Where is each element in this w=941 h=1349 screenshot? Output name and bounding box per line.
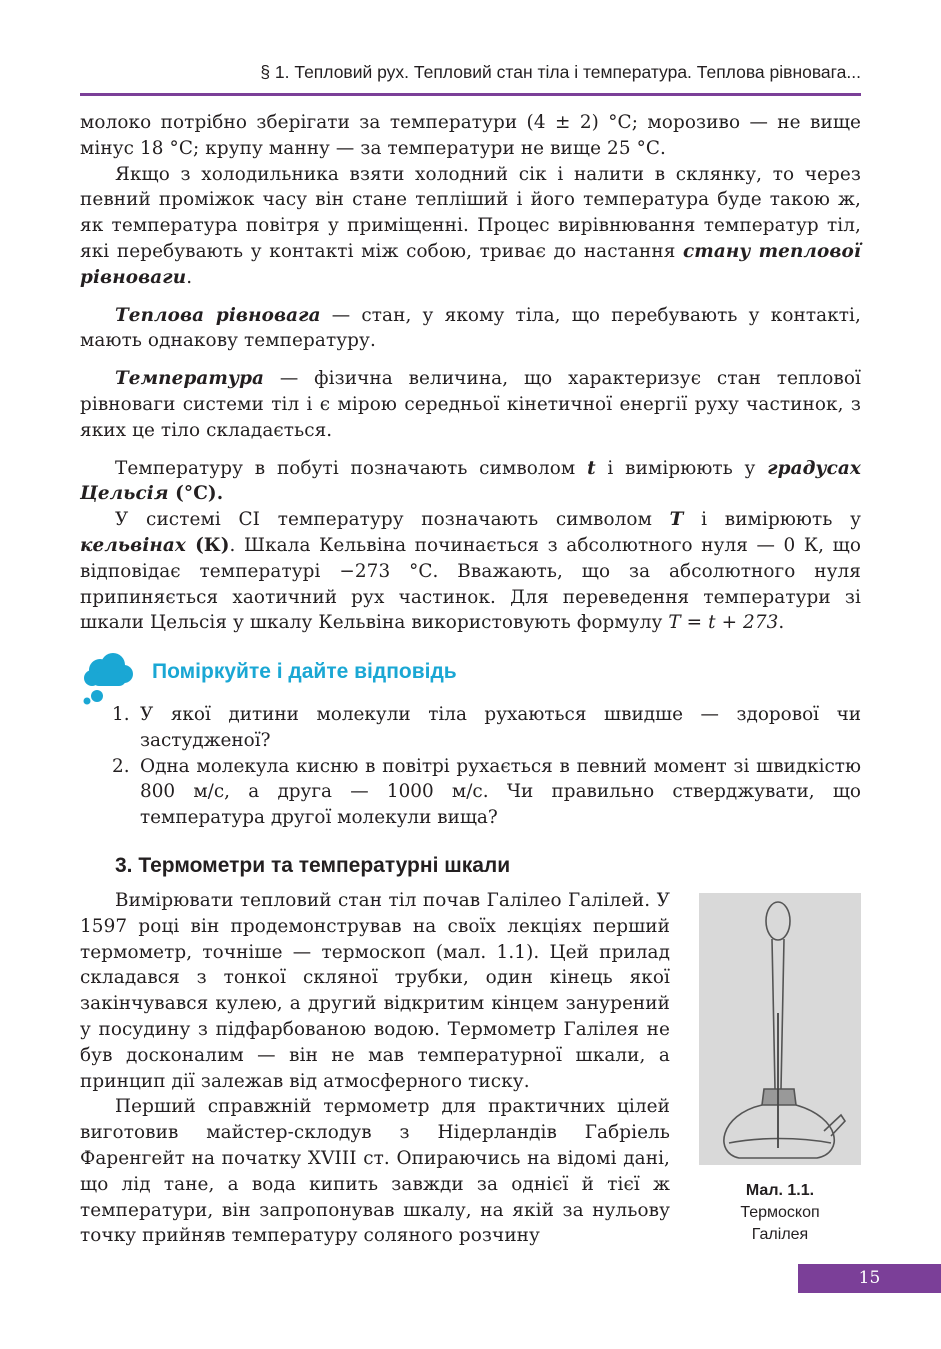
- think-box-title: Поміркуйте і дайте відповідь: [152, 660, 457, 683]
- paragraph-galileo: Вимірювати тепловий стан тіл почав Галілео Галілей. У 1597 році він продемонстрував на своїх лекціях перший термометр, точніше — термоскоп (мал. 1.1). Цей прилад складався з тонкої скляної трубки, один кінець якої закінчувався кулею, а другий відкритим кінцем занурений у посудину з підфарбованою водою. Термометр Галілея не був досконалим — він не мав температурної шкали, а принцип дії залежав від атмосферного тиску.: [80, 890, 670, 1092]
- text: .: [778, 612, 785, 634]
- term-thermal-equilibrium-state: стану теплової рівноваги: [80, 240, 861, 288]
- caption-line: Термоскоп: [740, 1204, 820, 1221]
- text: і вимірюють у: [683, 509, 862, 531]
- paragraph-celsius: [80, 456, 861, 508]
- question-list: [112, 702, 861, 831]
- unit: (°С).: [168, 483, 224, 505]
- symbol-T: T: [669, 509, 684, 531]
- question-text: Одна молекула кисню в повітрі рухається в певний момент зі швидкістю 800 м/с, а друга — 1000 м/с. Чи правильно стверджувати, що температура другої молекули вища?: [140, 755, 861, 829]
- term-celsius: градусах Цельсія: [80, 457, 861, 505]
- header-rule: [80, 93, 861, 96]
- main-text: [80, 110, 861, 636]
- paragraph-storage: молоко потрібно зберігати за температури (4 ± 2) °С; морозиво — не вище мінус 18 °С; крупу манну — за температури не вище 25 °С.: [80, 112, 861, 159]
- text: .: [186, 266, 193, 288]
- question-item: [112, 754, 861, 831]
- thermoscope-illustration: [699, 893, 861, 1165]
- definition-thermal-equilibrium: [80, 303, 861, 355]
- figure-label: Мал. 1.1.: [745, 1182, 815, 1199]
- figure-thermoscope: [699, 893, 861, 1165]
- definition-text: — фізична величина, що характеризує стан теплової рівноваги системи тіл і є мірою середньої кінетичної енергії руху частинок, з яких це тіло складається.: [80, 368, 861, 441]
- paragraph-fahrenheit: Перший справжній термометр для практичних цілей виготовив майстер-склодув з Нідерландів Габріель Фаренгейт на початку XVIII ст. Опираючись на відомі дані, що лід тане, а вода кипить завжди за однієї й тієї ж температури, він запропонував шкалу, на якій за нульову точку прийняв температуру соляного розчину: [80, 1096, 670, 1247]
- caption-line: Галілея: [751, 1226, 809, 1243]
- text: . Шкала Кельвіна починається з абсолютного нуля — 0 К, що відповідає температурі −273 °С. Вважають, що за абсолютного нуля припиняється хаотичний рух частинок. Для переведення температури зі шкали Цельсія у шкалу Кельвіна використовують формулу: [80, 534, 861, 634]
- text: У системі СІ температуру позначають символом: [115, 509, 670, 531]
- figure-caption: [699, 1180, 861, 1246]
- question-number: 1.: [112, 704, 130, 725]
- question-number: 2.: [112, 755, 130, 777]
- term: Теплова рівновага: [115, 304, 321, 326]
- paragraph-kelvin: [80, 507, 861, 636]
- page-number: 15: [798, 1264, 941, 1293]
- symbol-t: t: [587, 457, 596, 479]
- question-text: У якої дитини молекули тіла рухаються швидше — здорової чи застудженої?: [140, 704, 861, 751]
- definition-temperature: [80, 366, 861, 443]
- text: Температуру в побуті позначають символом: [115, 457, 588, 479]
- question-item: [112, 702, 861, 754]
- text: і вимірюють у: [595, 457, 768, 479]
- section-heading: 3. Термометри та температурні шкали: [115, 854, 511, 877]
- section-text: [80, 888, 670, 1249]
- term: Температура: [115, 368, 265, 390]
- formula: T = t + 273: [668, 612, 779, 634]
- running-head: § 1. Тепловий рух. Тепловий стан тіла і температура. Теплова рівновага...: [260, 62, 861, 82]
- cloud-icon: [80, 652, 136, 706]
- unit: (К): [186, 534, 230, 556]
- term-kelvin: кельвінах: [80, 534, 186, 556]
- definition-text: — стан, у якому тіла, що перебувають у контакті, мають однакову температуру.: [80, 304, 861, 352]
- paragraph-juice: [80, 162, 861, 291]
- text: Якщо з холодильника взяти холодний сік і налити в склянку, то через певний проміжок часу він стане тепліший і його температура буде такою ж, як температура повітря у приміщенні. Процес вирівнювання температур тіл, які перебувають у контакті між собою, триває до настання: [80, 163, 861, 262]
